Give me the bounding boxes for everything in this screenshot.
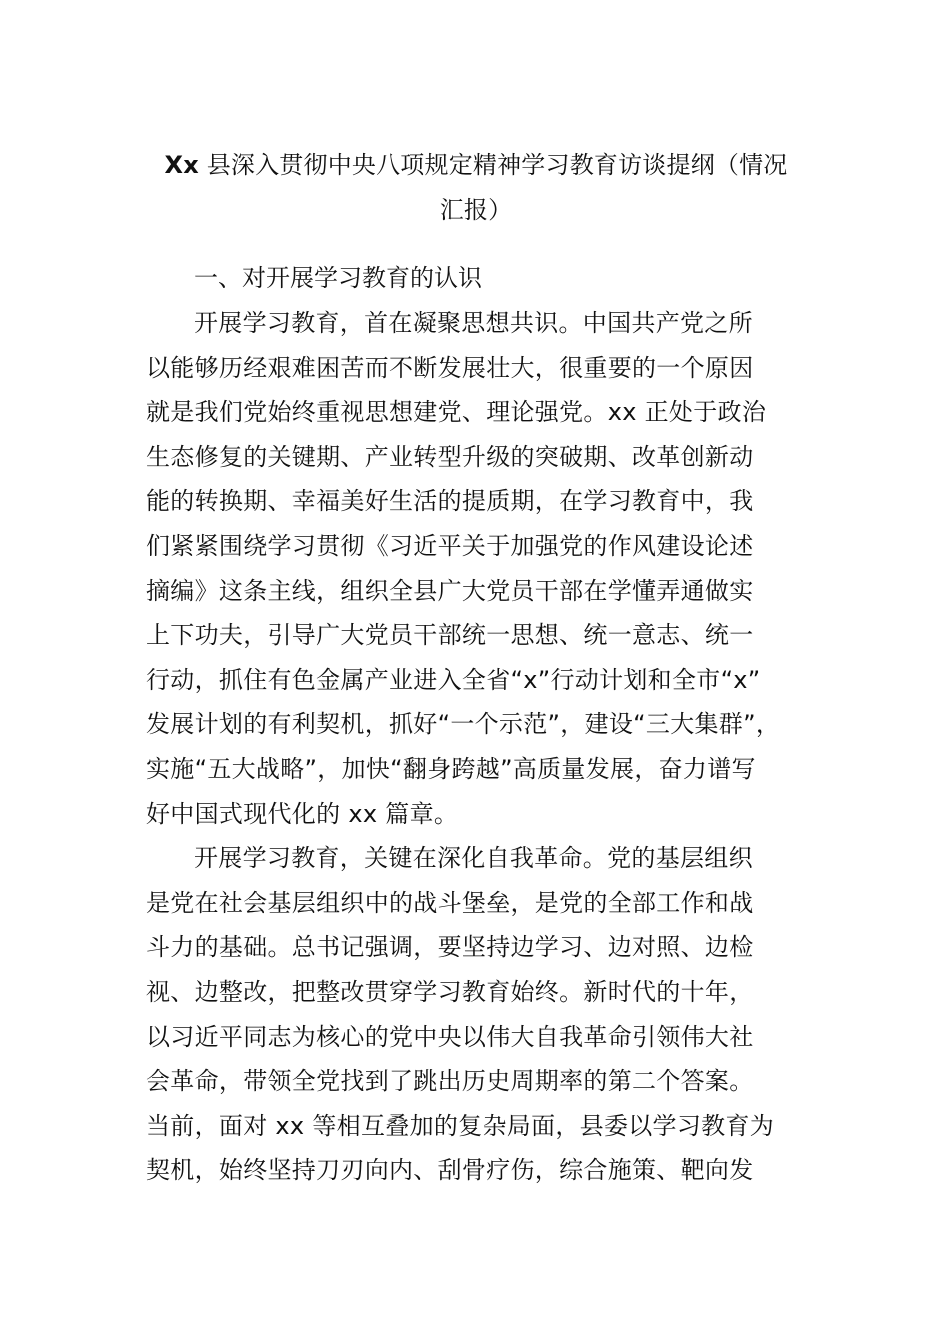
text-line: 当前，面对 xx 等相互叠加的复杂局面，县委以学习教育为 <box>146 1111 775 1140</box>
text-line: 能的转换期、幸福美好生活的提质期，在学习教育中，我 <box>146 487 754 516</box>
title-prefix: Xx <box>164 151 199 179</box>
document-page <box>146 143 806 1193</box>
text-line: 们紧紧围绕学习贯彻《习近平关于加强党的作风建设论述 <box>146 531 754 560</box>
paragraph-1 <box>146 301 806 836</box>
text-line: 上下功夫，引导广大党员干部统一思想、统一意志、统一 <box>146 621 754 650</box>
text-line: 发展计划的有利契机，抓好“一个示范”，建设“三大集群”， <box>146 710 781 739</box>
text-line: 摘编》这条主线，组织全县广大党员干部在学懂弄通做实 <box>146 576 754 605</box>
title-line-2: 汇报） <box>439 196 513 224</box>
text-line: 开展学习教育，首在凝聚思想共识。中国共产党之所 <box>194 309 753 337</box>
text-line: 以习近平同志为核心的党中央以伟大自我革命引领伟大社 <box>146 1022 754 1051</box>
text-line: 会革命，带领全党找到了跳出历史周期率的第二个答案。 <box>146 1067 754 1096</box>
text-line: 实施“五大战略”，加快“翻身跨越”高质量发展，奋力谱写 <box>146 754 756 783</box>
text-line: 开展学习教育，关键在深化自我革命。党的基层组织 <box>194 844 753 873</box>
text-line: 契机，始终坚持刀刃向内、刮骨疗伤，综合施策、靶向发 <box>146 1156 754 1185</box>
paragraph-2 <box>146 836 806 1193</box>
text-line: 行动，抓住有色金属产业进入全省“x”行动计划和全市“x” <box>146 665 761 694</box>
text-line: 好中国式现代化的 xx 篇章。 <box>146 799 459 828</box>
text-line: 斗力的基础。总书记强调，要坚持边学习、边对照、边检 <box>146 933 754 962</box>
section-heading: 一、对开展学习教育的认识 <box>194 264 482 292</box>
text-line: 就是我们党始终重视思想建党、理论强党。xx 正处于政治 <box>146 398 767 427</box>
text-line: 以能够历经艰难困苦而不断发展壮大，很重要的一个原因 <box>146 353 754 382</box>
title-line-1 <box>146 143 806 188</box>
document-title <box>146 143 806 233</box>
text-line: 是党在社会基层组织中的战斗堡垒，是党的全部工作和战 <box>146 888 754 917</box>
text-line: 视、边整改，把整改贯穿学习教育始终。新时代的十年， <box>146 977 754 1006</box>
text-line: 生态修复的关键期、产业转型升级的突破期、改革创新动 <box>146 442 754 471</box>
title-line-1-text: 县深入贯彻中央八项规定精神学习教育访谈提纲（情况 <box>198 151 788 179</box>
